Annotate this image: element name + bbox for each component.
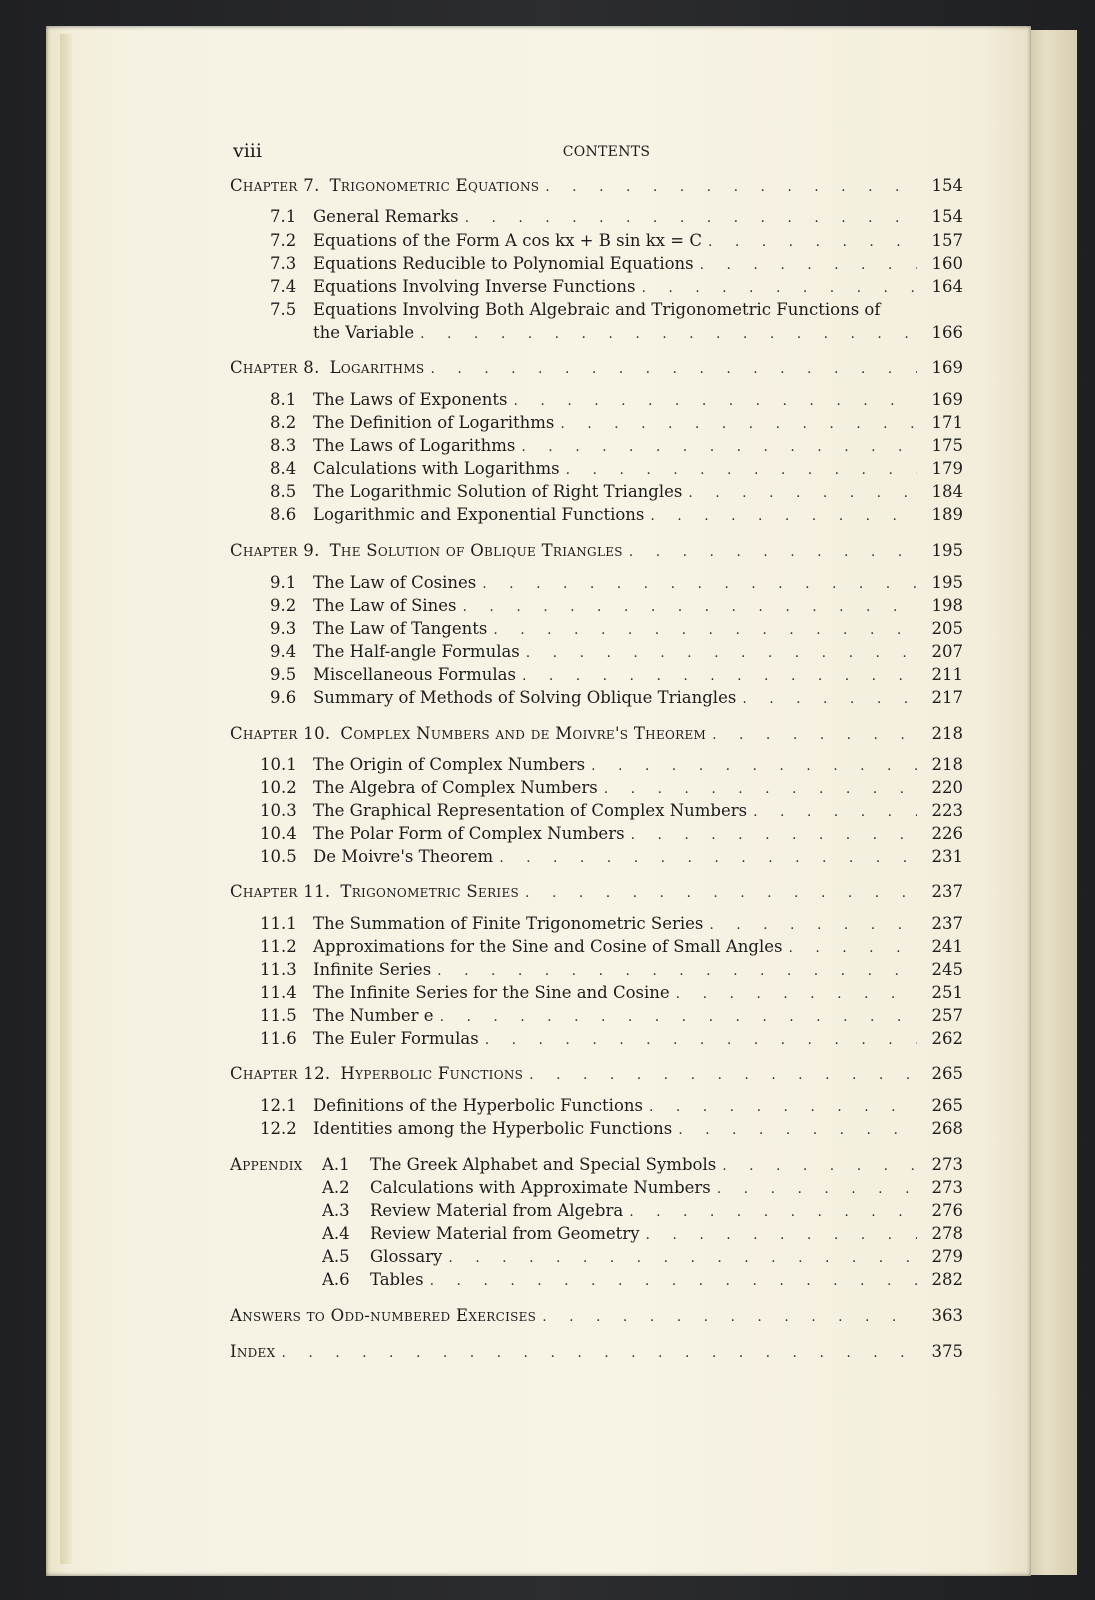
section-title: The Graphical Representation of Complex Numbers	[313, 801, 748, 820]
chapter-row	[230, 541, 963, 565]
dot-leader	[742, 691, 917, 707]
section-title: The Origin of Complex Numbers	[313, 755, 586, 774]
dot-leader	[649, 1099, 917, 1115]
page-number: 154	[931, 207, 963, 226]
section-row	[260, 937, 963, 961]
section-row	[270, 573, 963, 597]
page-number: 268	[931, 1119, 963, 1138]
page-folio: viii	[233, 140, 262, 162]
section-row	[270, 482, 963, 506]
page-number: 217	[931, 688, 963, 707]
chapter-row	[230, 1064, 963, 1088]
section-row	[260, 983, 963, 1007]
page-number: 166	[931, 323, 963, 342]
section-number: 10.3	[260, 801, 297, 820]
appendix-number: A.2	[322, 1178, 350, 1197]
section-number: 7.1	[270, 207, 297, 226]
page-number: 251	[931, 983, 963, 1002]
dot-leader	[650, 508, 917, 524]
section-row	[260, 778, 963, 802]
appendix-title: Tables	[370, 1270, 424, 1289]
section-number: 12.1	[260, 1096, 297, 1115]
dot-leader	[629, 544, 917, 560]
page-number: 273	[931, 1178, 963, 1197]
chapter-label: Chapter 8.	[230, 358, 320, 377]
page-number: 157	[931, 231, 963, 250]
dot-leader	[525, 885, 917, 901]
chapter-title: Logarithms	[329, 358, 425, 377]
page-number: 262	[931, 1029, 963, 1048]
appendix-row	[322, 1224, 963, 1248]
section-row	[270, 300, 880, 319]
section-title: Equations Involving Inverse Functions	[313, 277, 636, 296]
section-number: 7.3	[270, 254, 297, 273]
section-number: 10.2	[260, 778, 297, 797]
section-number: 8.5	[270, 482, 297, 501]
section-row	[260, 914, 963, 938]
chapter-row	[230, 882, 963, 906]
dot-leader	[604, 781, 917, 797]
dot-leader	[678, 1122, 917, 1138]
dot-leader	[420, 326, 917, 342]
section-number: 10.1	[260, 755, 297, 774]
chapter-title: Trigonometric Series	[340, 882, 520, 901]
dot-leader	[482, 576, 917, 592]
section-number: 11.2	[260, 937, 297, 956]
index-row	[230, 1342, 963, 1366]
section-title: Approximations for the Sine and Cosine of Small Angles	[313, 937, 783, 956]
appendix-row	[322, 1178, 963, 1202]
section-title: The Summation of Finite Trigonometric Series	[313, 914, 704, 933]
section-title: De Moivre's Theorem	[313, 847, 494, 866]
page-number: 198	[931, 596, 963, 615]
page-number: 241	[931, 937, 963, 956]
page-number: 160	[931, 254, 963, 273]
section-row	[270, 688, 963, 712]
page-number: 184	[931, 482, 963, 501]
page-number: 265	[931, 1096, 963, 1115]
section-number: 11.4	[260, 983, 297, 1002]
section-title: The Law of Tangents	[313, 619, 488, 638]
dot-leader	[708, 234, 917, 250]
section-number: 9.5	[270, 665, 297, 684]
dot-leader	[676, 986, 917, 1002]
chapter-label: Chapter 12.	[230, 1064, 331, 1083]
section-title: Identities among the Hyperbolic Functions	[313, 1119, 673, 1138]
dot-leader	[514, 393, 917, 409]
section-number: 7.4	[270, 277, 297, 296]
section-number: 9.1	[270, 573, 297, 592]
appendix-title: Review Material from Algebra	[370, 1201, 624, 1220]
dot-leader	[522, 668, 917, 684]
section-number: 11.3	[260, 960, 297, 979]
appendix-number: A.4	[322, 1224, 350, 1243]
section-row	[270, 436, 963, 460]
dot-leader	[529, 1067, 917, 1083]
section-title: Infinite Series	[313, 960, 432, 979]
dot-leader	[722, 1158, 917, 1174]
section-row	[270, 642, 963, 666]
dot-leader	[430, 361, 917, 377]
dot-leader	[700, 257, 917, 273]
section-row-continuation	[313, 323, 963, 347]
appendix-number: A.6	[322, 1270, 350, 1289]
running-head	[233, 140, 980, 166]
section-title: The Polar Form of Complex Numbers	[313, 824, 625, 843]
dot-leader	[717, 1181, 917, 1197]
section-title-continued: the Variable	[313, 323, 415, 342]
page-number: 207	[931, 642, 963, 661]
appendix-number: A.3	[322, 1201, 350, 1220]
page-number: 171	[931, 413, 963, 432]
page-number: 237	[931, 914, 963, 933]
dot-leader	[485, 1032, 917, 1048]
page-title: CONTENTS	[562, 144, 651, 160]
dot-leader	[629, 1204, 917, 1220]
dot-leader	[526, 645, 917, 661]
section-number: 11.5	[260, 1006, 297, 1025]
appendix-title: The Greek Alphabet and Special Symbols	[370, 1155, 717, 1174]
page-number: 363	[931, 1306, 963, 1325]
appendix-row	[322, 1247, 963, 1271]
page-number: 226	[931, 824, 963, 843]
section-title: The Euler Formulas	[313, 1029, 479, 1048]
section-row	[260, 1029, 963, 1053]
chapter-row	[230, 358, 963, 382]
dot-leader	[591, 758, 917, 774]
section-number: 12.2	[260, 1119, 297, 1138]
section-row	[270, 596, 963, 620]
dot-leader	[566, 462, 917, 478]
appendix-label: Appendix	[230, 1155, 303, 1174]
section-row	[270, 413, 963, 437]
chapter-label: Chapter 9.	[230, 541, 320, 560]
section-title: The Infinite Series for the Sine and Cosine	[313, 983, 670, 1002]
dot-leader	[560, 416, 917, 432]
page-number: 195	[931, 573, 963, 592]
page-number: 279	[931, 1247, 963, 1266]
section-row	[270, 665, 963, 689]
page-number: 265	[931, 1064, 963, 1083]
section-number: 8.1	[270, 390, 297, 409]
section-row	[260, 801, 963, 825]
page-number: 245	[931, 960, 963, 979]
section-number: 11.1	[260, 914, 297, 933]
appendix-row	[322, 1270, 963, 1294]
section-row	[260, 960, 963, 984]
section-title: The Laws of Logarithms	[313, 436, 516, 455]
page-number: 179	[931, 459, 963, 478]
section-title: The Laws of Exponents	[313, 390, 508, 409]
appendix-title: Review Material from Geometry	[370, 1224, 640, 1243]
appendix-row	[322, 1201, 963, 1225]
dot-leader	[542, 1309, 917, 1325]
page-number: 169	[931, 358, 963, 377]
page-number: 273	[931, 1155, 963, 1174]
section-number: 8.4	[270, 459, 297, 478]
chapter-row	[230, 176, 963, 200]
page-number: 169	[931, 390, 963, 409]
section-title: The Law of Cosines	[313, 573, 477, 592]
page-number: 278	[931, 1224, 963, 1243]
dot-leader	[437, 963, 917, 979]
chapter-label: Chapter 7.	[230, 176, 320, 195]
page-number: 211	[931, 665, 963, 684]
section-title: General Remarks	[313, 207, 459, 226]
page-number: 375	[931, 1342, 963, 1361]
section-row	[260, 1006, 963, 1030]
dot-leader	[521, 439, 917, 455]
dot-leader	[465, 210, 917, 226]
section-number: 9.4	[270, 642, 297, 661]
section-number: 8.6	[270, 505, 297, 524]
page-number: 218	[931, 755, 963, 774]
section-number: 8.2	[270, 413, 297, 432]
section-number: 9.3	[270, 619, 297, 638]
section-title: The Half-angle Formulas	[313, 642, 520, 661]
dot-leader	[281, 1345, 917, 1361]
section-number: 10.5	[260, 847, 297, 866]
section-title: Calculations with Logarithms	[313, 459, 560, 478]
section-row	[270, 619, 963, 643]
dot-leader	[631, 827, 917, 843]
page-number: 223	[931, 801, 963, 820]
page-number: 282	[931, 1270, 963, 1289]
section-title: Miscellaneous Formulas	[313, 665, 516, 684]
section-row	[270, 254, 963, 278]
section-number: 7.2	[270, 231, 297, 250]
page-number: 189	[931, 505, 963, 524]
section-number: 9.6	[270, 688, 297, 707]
section-row	[260, 824, 963, 848]
section-row	[270, 207, 963, 231]
index-title: Index	[230, 1342, 276, 1361]
dot-leader	[493, 622, 917, 638]
dot-leader	[646, 1227, 917, 1243]
dot-leader	[440, 1009, 917, 1025]
section-number: 7.5	[270, 300, 297, 319]
section-row	[260, 1119, 963, 1143]
appendix-title: Glossary	[370, 1247, 443, 1266]
answers-row	[230, 1306, 963, 1330]
page-number: 257	[931, 1006, 963, 1025]
appendix-title: Calculations with Approximate Numbers	[370, 1178, 711, 1197]
page-number: 231	[931, 847, 963, 866]
page-number: 175	[931, 436, 963, 455]
section-number: 11.6	[260, 1029, 297, 1048]
section-title: Definitions of the Hyperbolic Functions	[313, 1096, 643, 1115]
section-title: The Number e	[313, 1006, 434, 1025]
page-number: 164	[931, 277, 963, 296]
dot-leader	[545, 179, 917, 195]
appendix-row	[230, 1155, 963, 1179]
chapter-row	[230, 724, 963, 748]
section-row	[270, 390, 963, 414]
chapter-title: Complex Numbers and de Moivre's Theorem	[340, 724, 707, 743]
section-title: The Law of Sines	[313, 596, 457, 615]
section-title: Equations Involving Both Algebraic and Trigonometric Functions of	[313, 300, 881, 319]
section-row	[260, 755, 963, 779]
dot-leader	[712, 727, 917, 743]
section-row	[270, 505, 963, 529]
section-row	[270, 277, 963, 301]
section-row	[260, 1096, 963, 1120]
page-number: 205	[931, 619, 963, 638]
section-row	[270, 459, 963, 483]
section-number: 10.4	[260, 824, 297, 843]
appendix-number: A.5	[322, 1247, 350, 1266]
dot-leader	[688, 485, 917, 501]
dot-leader	[788, 940, 917, 956]
section-title: The Logarithmic Solution of Right Triangles	[313, 482, 683, 501]
dot-leader	[463, 599, 917, 615]
dot-leader	[709, 917, 917, 933]
page-number: 195	[931, 541, 963, 560]
page-number: 276	[931, 1201, 963, 1220]
appendix-number: A.1	[322, 1155, 350, 1174]
chapter-title: Hyperbolic Functions	[340, 1064, 524, 1083]
dot-leader	[499, 850, 917, 866]
section-row	[270, 231, 963, 255]
dot-leader	[753, 804, 917, 820]
section-title: Equations Reducible to Polynomial Equations	[313, 254, 694, 273]
page-number: 237	[931, 882, 963, 901]
dot-leader	[641, 280, 917, 296]
section-title: Equations of the Form A cos kx + B sin kx = C	[313, 231, 702, 250]
section-title: Summary of Methods of Solving Oblique Triangles	[313, 688, 737, 707]
dot-leader	[430, 1273, 917, 1289]
section-number: 9.2	[270, 596, 297, 615]
dot-leader	[448, 1250, 917, 1266]
section-number: 8.3	[270, 436, 297, 455]
page-number: 218	[931, 724, 963, 743]
section-title: Logarithmic and Exponential Functions	[313, 505, 645, 524]
section-row	[260, 847, 963, 871]
chapter-title: Trigonometric Equations	[329, 176, 540, 195]
chapter-label: Chapter 11.	[230, 882, 331, 901]
section-title: The Definition of Logarithms	[313, 413, 555, 432]
page-number: 220	[931, 778, 963, 797]
section-title: The Algebra of Complex Numbers	[313, 778, 598, 797]
answers-title: Answers to Odd-numbered Exercises	[230, 1306, 537, 1325]
page-number: 154	[931, 176, 963, 195]
chapter-title: The Solution of Oblique Triangles	[329, 541, 623, 560]
chapter-label: Chapter 10.	[230, 724, 331, 743]
